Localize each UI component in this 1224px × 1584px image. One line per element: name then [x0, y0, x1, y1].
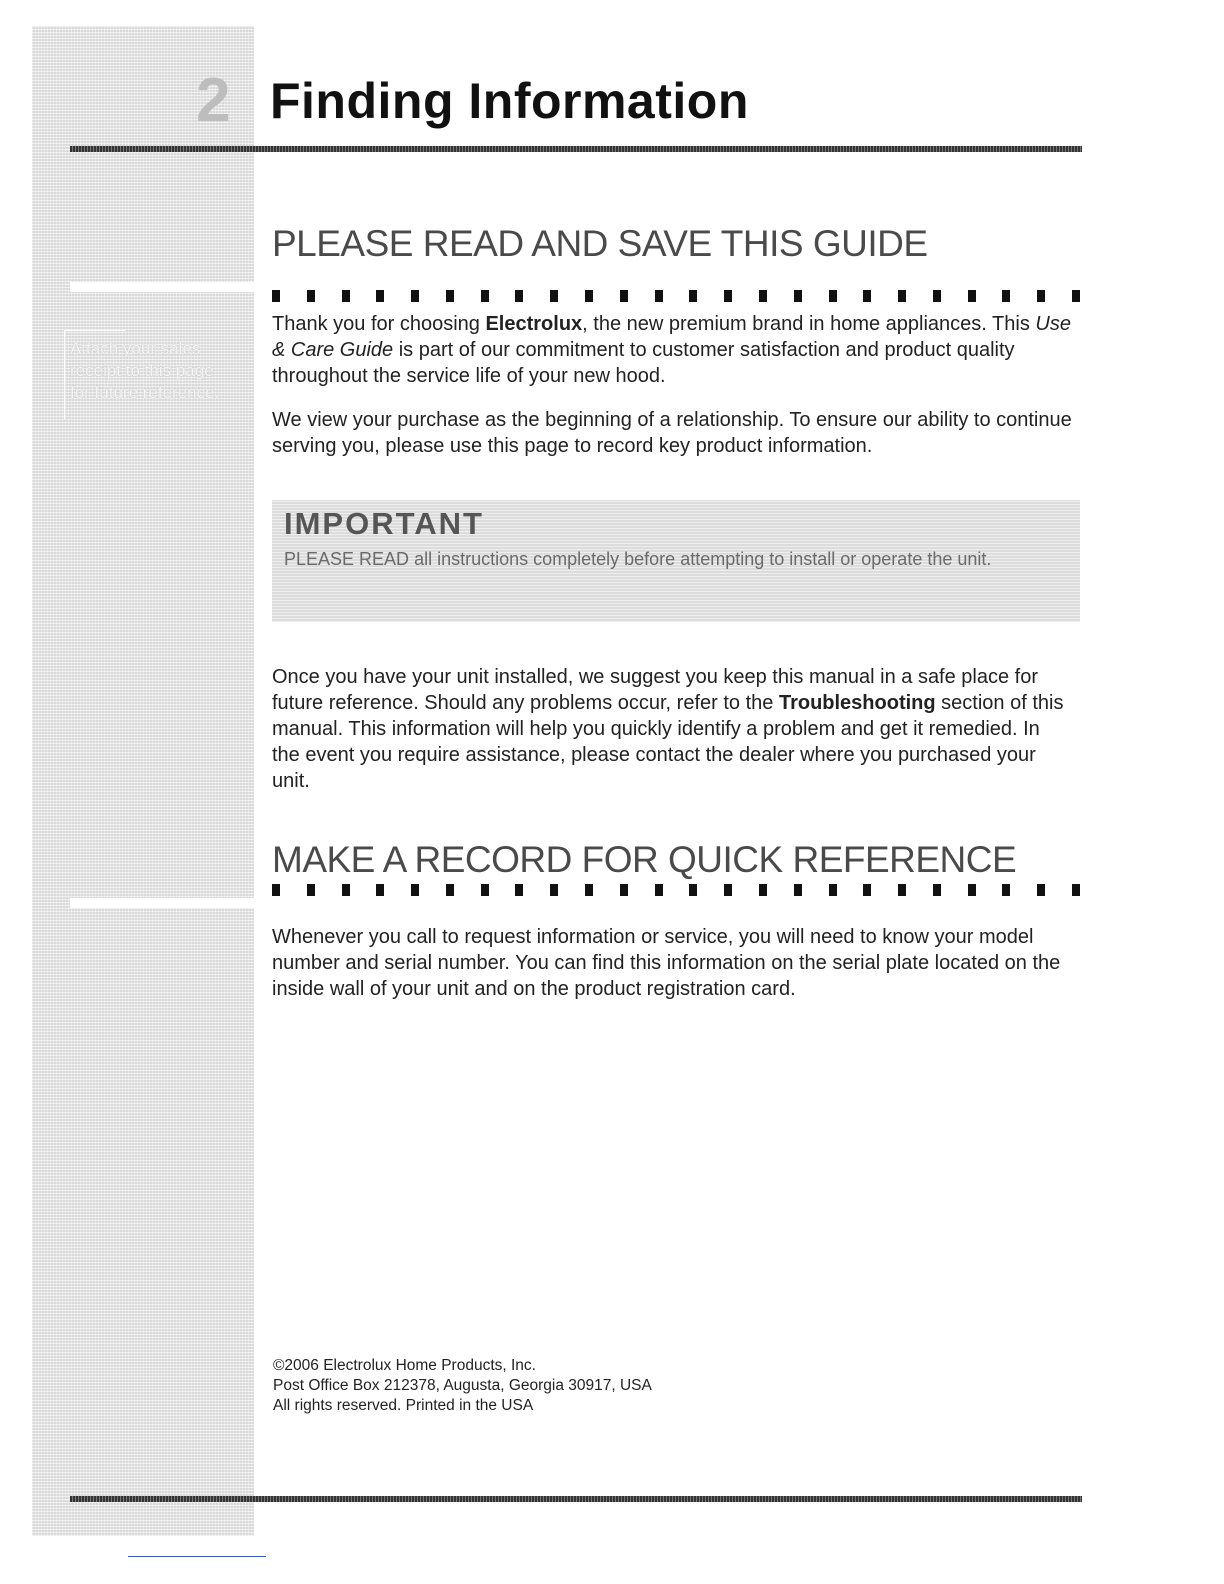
relationship-paragraph: We view your purchase as the beginning of a relationship. To ensure our ability to continue serving you, please use this page to record key product information.: [272, 409, 1072, 457]
brand-name: Electrolux: [485, 313, 583, 335]
section-heading-record: MAKE A RECORD FOR QUICK REFERENCE: [272, 839, 1017, 880]
sidebar-divider: [70, 898, 254, 908]
copyright-footer: [273, 1356, 652, 1416]
footer-line: ©2006 Electrolux Home Products, Inc.: [273, 1357, 536, 1374]
sidebar-panel: [32, 26, 254, 1536]
important-text: PLEASE READ all instructions completely before attempting to install or operate the unit.: [284, 549, 992, 569]
section-heading-read-save: PLEASE READ AND SAVE THIS GUIDE: [272, 223, 928, 264]
dot-divider: [272, 290, 1080, 302]
troubleshooting-reference: Troubleshooting: [778, 692, 936, 714]
link-underline: [128, 1556, 266, 1557]
dot-divider: [272, 884, 1080, 896]
intro-paragraph: Thank you for choosing Electrolux, the new premium brand in home appliances. This Use & Care Guide is part of our commitment to customer satisfaction and product quality throughout the service life of your new hood.: [272, 313, 1071, 387]
guide-name: Use & Care Guide: [272, 313, 1071, 361]
footer-line: Post Office Box 212378, Augusta, Georgia 30917, USA: [273, 1377, 652, 1394]
important-notice: [272, 500, 1080, 622]
bottom-rule: [70, 1496, 1082, 1502]
record-paragraph: Whenever you call to request information or service, you will need to know your model number and serial number. You can find this information on the serial plate located on the inside wall of your unit and on the product registration card.: [272, 926, 1061, 1000]
chapter-number: 2: [196, 66, 231, 135]
important-title: IMPORTANT: [284, 506, 484, 541]
footer-line: All rights reserved. Printed in the USA: [273, 1397, 534, 1414]
page-title: Finding Information: [270, 73, 749, 129]
manual-paragraph: Once you have your unit installed, we suggest you keep this manual in a safe place for future reference. Should any problems occur, refer to the Troubleshooting section of this manual. This information will help you quickly identify a problem and get it remedied. In the event you require assistance, please contact the dealer where you purchased your unit.: [272, 666, 1064, 792]
top-rule: [70, 146, 1082, 152]
sidebar-divider: [70, 282, 254, 292]
sidebar-note: Attach your sales receipt to this page for future reference.: [70, 339, 220, 402]
